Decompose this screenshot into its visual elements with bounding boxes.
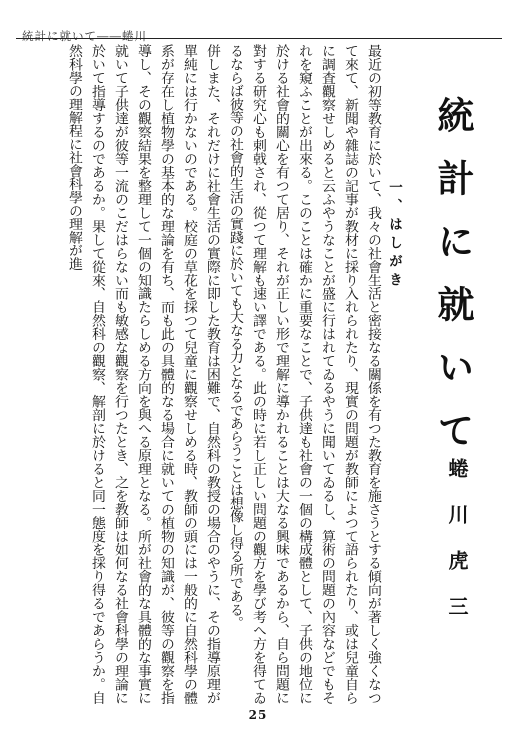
running-title: 統計に就いて――蜷川 <box>22 29 147 43</box>
running-header <box>0 12 516 43</box>
section-heading: 一、はしがき <box>386 180 402 291</box>
paragraph-2: 併しまた、それだけに社會生活の實際に即した教育は困難で、自然科の教授の場合のやうに、その指導原理が單純には行かないのである。校庭の草花を採つて兒童に觀察せしめる時、教師の頭には一般的に自然科學の體系が存在し植物學の基本的な理論を有ち、而も此の具體的なる場合に就いての植物の知識が、彼等の觀察を指導し、その觀察結果を整理して一個の知識たらしめる方向を與へる原理となる。所が社會的な具體的な事實に就いて子供達が彼等一流のこだはらない而も敏感な觀察を行つたとき、之を教師は如何なる社會科學の理論に於いて指導するのであるか。果して從來、自然科の觀察、解剖に於けると同一態度を採り得るであらうか。自然科學の理解程に社會科學の理解が進 <box>66 44 220 704</box>
article-author: 蜷川虎三 <box>445 458 469 642</box>
header-rule <box>16 38 502 39</box>
page-number: 25 <box>248 708 268 722</box>
article-title: 統計に就いて <box>431 96 475 474</box>
paragraph-1: 最近の初等教育に於いて、我々の社會生活と密接なる關係を有つた教育を施さうとする傾向が著しく強くなつて來て、新聞や雜誌の記事が教材に採り入れられたり、現實の問題が教師によつて語られたり、或は兒童自らに調査觀察せしめると云ふやうなことが盛に行はれてゐるやうに聞いてゐるし、算術の問題の內容などでもそれを窺ふことが出來る。このことは確かに重要なことで、子供達も社會の一個の構成體として、子供の地位に於ける社會的關心を有つて居り、それが正しい形で理解に導かれることは大なる興味であるから、自ら問題に對する研究心も刺戟され、從つて理解も速い譯である。此の時に若し正しい問題の觀方を學び考へ方を得てゐるならば彼等の社會的生活の實踐に於いても大なる力となるであらうことは想像し得る所である。 <box>227 44 381 704</box>
body-text <box>22 44 384 704</box>
